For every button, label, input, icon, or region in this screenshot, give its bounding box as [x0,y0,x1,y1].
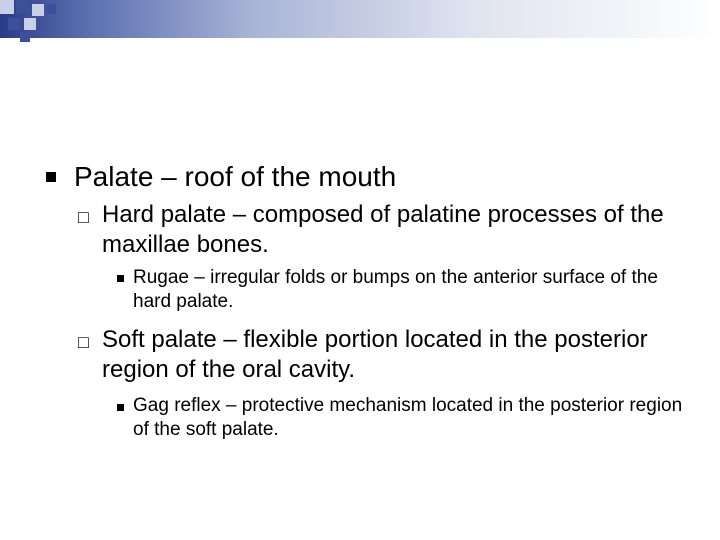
small-filled-square-icon [117,404,124,411]
hollow-square-icon: □ [78,207,89,227]
bullet-level2: Soft palate – flexible portion located in the posterior region of the oral cavity. [102,326,648,383]
small-filled-square-icon [117,275,124,282]
bullet-level1: Palate – roof of the mouth [74,161,397,192]
bullet-level2: Hard palate – composed of palatine processes of the maxillae bones. [102,201,664,258]
hollow-square-icon: □ [78,332,89,352]
filled-square-icon [46,172,56,182]
bullet-level3: Rugae – irregular folds or bumps on the anterior surface of the hard palate. [133,267,658,312]
bullet-level3: Gag reflex – protective mechanism located in the posterior region of the soft palate. [133,395,683,440]
